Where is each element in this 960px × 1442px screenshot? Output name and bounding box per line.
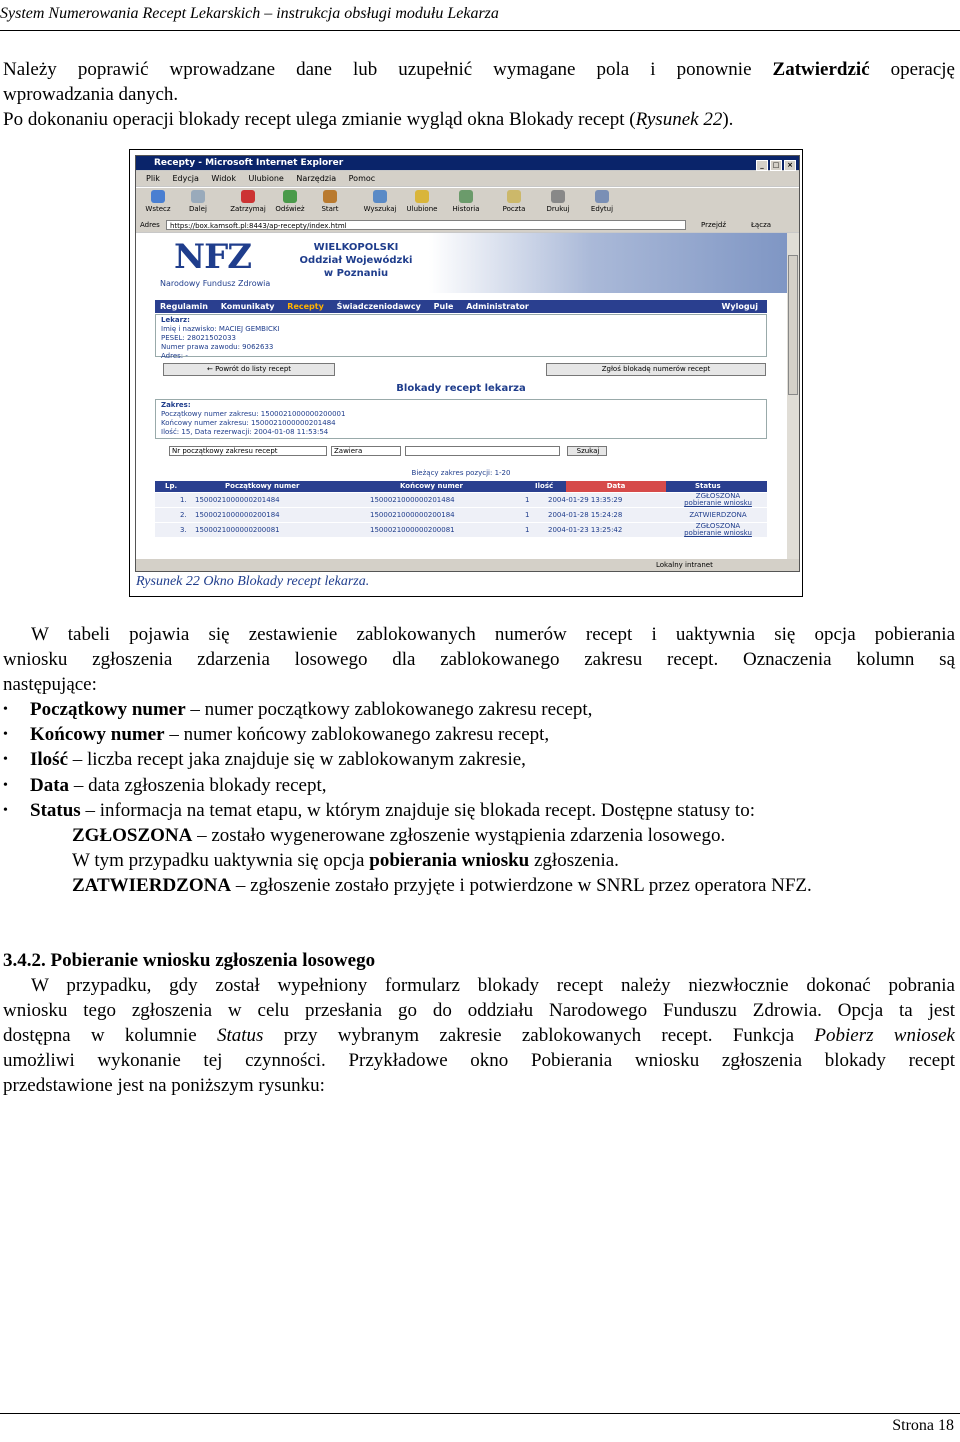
nfz-subtitle: Narodowy Fundusz Zdrowia [160,279,271,288]
list-item: • Początkowy numer – numer początkowy zablokowanego zakresu recept, [3,697,955,722]
list-item: • Data – data zgłoszenia blokady recept, [3,773,955,798]
column-header[interactable]: Początkowy numer [225,482,300,490]
page-number: Strona 18 [892,1417,954,1434]
column-header[interactable]: Ilość [535,482,554,490]
stop-button[interactable]: Zatrzymaj [230,190,266,213]
mail-icon [507,190,521,203]
history-icon [459,190,473,203]
forward-button[interactable]: Dalej [180,190,216,213]
header-rule [0,30,960,31]
logout-link[interactable]: Wyloguj [721,302,758,311]
back-arrow-icon [151,190,165,203]
menu-item[interactable]: Narzędzia [296,174,337,183]
nav-item[interactable]: Regulamin [160,302,208,311]
nfz-banner [136,233,787,293]
section-title: Blokady recept lekarza [396,383,526,394]
home-icon [323,190,337,203]
doctor-panel: Lekarz: Imię i nazwisko: MACIEJ GEMBICKI PESEL: 28021502033 Numer prawa zawodu: 9062633 Adres: - [155,314,767,357]
section-heading: 3.4.2. Pobieranie wniosku zgłoszenia losowego [3,950,376,971]
refresh-icon [283,190,297,203]
links-button[interactable]: Łącza [751,221,772,229]
back-to-list-button[interactable]: ← Powrót do listy recept [163,363,335,376]
menu-bar [136,171,799,186]
printer-icon [551,190,565,203]
table-row: 3. 1500021000000200081 1500021000000200081 1 2004-01-23 13:25:42 ZGŁOSZONA pobieranie wniosku [155,523,767,538]
maximize-icon[interactable]: □ [770,160,782,171]
nfz-logo: NFZ [174,237,252,277]
favorites-button[interactable]: Ulubione [404,190,440,213]
range-panel: Zakres: Początkowy numer zakresu: 1500021000000200001 Końcowy numer zakresu: 1500021000000201484 Ilość: 15, Data rezerwacji: 2004-01-08 11:53:54 [155,399,767,439]
column-header[interactable]: Lp. [165,482,178,490]
print-button[interactable]: Drukuj [540,190,576,213]
search-icon [373,190,387,203]
nav-item[interactable]: Administrator [466,302,529,311]
edit-button[interactable]: Edytuj [584,190,620,213]
list-item: • Końcowy numer – numer końcowy zablokowanego zakresu recept, [3,722,955,747]
search-button[interactable]: Wyszukaj [362,190,398,213]
window-titlebar: Recepty - Microsoft Internet Explorer _ □ × [136,156,799,170]
table-row: 2. 1500021000000200184 1500021000000200184 1 2004-01-28 15:24:28 ZATWIERDZONA [155,508,767,523]
minimize-icon[interactable]: _ [756,160,768,171]
menu-item[interactable]: Plik [146,174,160,183]
page-header: System Numerowania Recept Lekarskich – instrukcja obsługi modułu Lekarza [0,5,499,22]
section-3-4-2: 3.4.2. Pobieranie wniosku zgłoszenia losowego W przypadku, gdy został wypełniony formularz blokady recept należy niezwłocznie dokonać pobrania wniosku tego zgłoszenia w celu przesłania go do oddziału Narodowego Funduszu Zdrowia. Opcja ta jest dostępna w kolumnie Status przy wybranym zakresie zablokowanych recept. Funkcja Pobierz wniosek umożliwi wykonanie tej czynności. Przykładowe okno Pobierania wniosku zgłoszenia blokady recept przedstawione jest na poniższym rysunku: [3,950,955,1096]
status-zatwierdzona: ZATWIERDZONA – zgłoszenie zostało przyjęte i potwierdzone w SNRL przez operatora NFZ. [72,875,812,897]
vertical-scrollbar[interactable] [787,233,799,559]
go-button[interactable]: Przejdź [701,221,727,229]
table-description: W tabeli pojawia się zestawienie zablokowanych numerów recept i uaktywnia się opcja pobierania wniosku zgłoszenia zdarzenia losowego dla zablokowanego zakresu recept. Oznaczenia kolumn są następujące: [3,624,955,695]
branch-name: WIELKOPOLSKI Oddział Wojewódzki w Poznaniu [299,242,413,279]
search-submit-button[interactable]: Szukaj [567,446,607,456]
status-bar [136,559,799,571]
scroll-thumb[interactable] [788,255,798,395]
site-nav [155,300,767,313]
figure-screenshot [129,149,803,597]
download-request-link[interactable]: pobieranie wniosku [684,499,752,507]
forward-arrow-icon [191,190,205,203]
refresh-button[interactable]: Odśwież [272,190,308,213]
status-zgloszona-note: W tym przypadku uaktywnia się opcja pobierania wniosku zgłoszenia. [72,850,619,872]
filter-field-select[interactable]: Nr początkowy zakresu recept [169,446,327,456]
zone-label: Lokalny intranet [656,561,713,569]
list-item: • Ilość – liczba recept jaka znajduje się w zablokowanym zakresie, [3,747,955,772]
address-input[interactable]: https://box.kamsoft.pl:8443/ap-recepty/index.html [166,220,686,230]
column-definitions [3,697,955,899]
edit-icon [595,190,609,203]
filter-operator-select[interactable]: Zawiera [331,446,401,456]
home-button[interactable]: Start [312,190,348,213]
mail-button[interactable]: Poczta [496,190,532,213]
page-viewport [136,233,787,559]
toolbar [136,187,799,218]
list-item: • Status – informacja na temat etapu, w którym znajduje się blokada recept. Dostępne statusy to: [3,798,955,823]
nav-item[interactable]: Pule [433,302,454,311]
figure-caption: Rysunek 22 Okno Blokady recept lekarza. [136,574,370,589]
menu-item[interactable]: Pomoc [348,174,376,183]
star-icon [415,190,429,203]
nav-item-active[interactable]: Recepty [287,302,324,311]
close-icon[interactable]: × [784,160,796,171]
footer-rule [0,1413,960,1414]
column-header[interactable]: Status [695,482,721,490]
back-button[interactable]: Wstecz [140,190,176,213]
download-request-link[interactable]: pobieranie wniosku [684,529,752,537]
nav-item[interactable]: Świadczeniodawcy [336,302,421,311]
column-header[interactable]: Końcowy numer [400,482,463,490]
column-header-sorted[interactable]: Data [566,481,666,492]
filter-value-input[interactable] [405,446,560,456]
stop-icon [241,190,255,203]
menu-item[interactable]: Edycja [172,174,199,183]
intro-paragraph: Należy poprawić wprowadzane dane lub uzupełnić wymagane pola i ponownie Zatwierdzić operację wprowadzania danych. Po dokonaniu operacji blokady recept ulega zmianie wygląd okna Blokady recept (Rysunek 22). [3,59,955,130]
history-button[interactable]: Historia [448,190,484,213]
status-zgloszona: ZGŁOSZONA – zostało wygenerowane zgłoszenie wystąpienia zdarzenia losowego. [72,825,726,847]
table-row: 1. 1500021000000201484 1500021000000201484 1 2004-01-29 13:35:29 ZGŁOSZONA pobieranie wniosku [155,493,767,508]
address-bar: Adres https://box.kamsoft.pl:8443/ap-recepty/index.html Przejdź Łącza [136,218,799,232]
table-header [155,481,767,492]
report-block-button[interactable]: Zgłoś blokadę numerów recept [546,363,766,376]
browser-window [135,155,800,572]
menu-item[interactable]: Widok [211,174,236,183]
nav-item[interactable]: Komunikaty [220,302,275,311]
range-info: Bieżący zakres pozycji: 1-20 [411,469,511,477]
menu-item[interactable]: Ulubione [248,174,284,183]
